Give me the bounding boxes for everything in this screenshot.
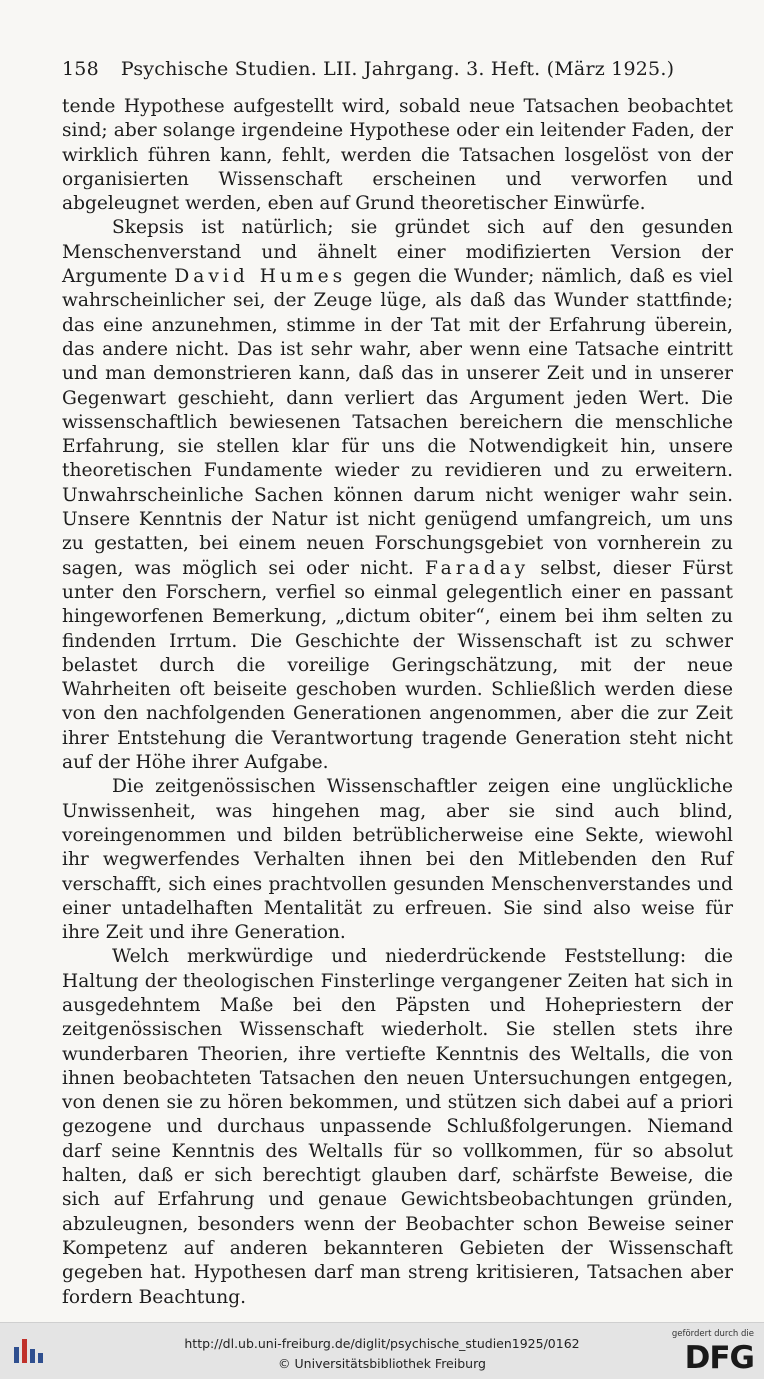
paragraph-4: Welch merkwürdige und niederdrückende Feststellung: die Haltung der theologischen Finsterlinge vergangener Zeiten hat sich in ausgedehntem Maße bei den Päpsten und Hohepriestern der zeitgenössischen Wissenschaft wiederholt. Sie stellen stets ihre wunderbaren Theorien, ihre vertiefte Kenntnis des Weltalls, die von ihnen beobachteten Tatsachen den neuen Untersuchungen entgegen, von denen sie zu hören bekommen, und stützen sich dabei auf a priori gezogene und durchaus unpassende Schlußfolgerungen. Niemand darf seine Kenntnis des Weltalls für so vollkommen, für so absolut halten, daß er sich berechtigt glauben darf, schärfste Beweise, die sich auf Erfahrung und genaue Gewichtsbeobachtungen gründen, abzuleugnen, besonders wenn der Beobachter schon Beweise seiner Kompetenz auf anderen bekannteren Gebieten der Wissenschaft gegeben hat. Hypothesen darf man streng kritisieren, Tatsachen aber fordern Beachtung. (62, 946, 733, 1308)
dfg-logo (672, 1329, 756, 1375)
paragraph-2-part-a: Skepsis ist natürlich; sie gründet sich auf den gesunden Menschenverstand und ähnelt einer modifizierten Version der Argumente (62, 217, 733, 288)
paragraph-1: tende Hypothese aufgestellt wird, sobald neue Tatsachen beobachtet sind; aber solange irgendeine Hypothese oder ein leitender Faden, der wirklich führen kann, fehlt, werden die Tatsachen losgelöst von der organisierten Wissenschaft erscheinen und verworfen und abgeleugnet werden, eben auf Grund theoretischer Einwürfe. (62, 96, 733, 215)
running-header (62, 58, 742, 80)
body-text (62, 95, 733, 1310)
viewer-footer (0, 1322, 764, 1379)
copyright-notice: © Universitätsbibliothek Freiburg (278, 1356, 486, 1371)
dfg-funding-note: gefördert durch die (671, 1329, 754, 1339)
running-title: Psychische Studien. LII. Jahrgang. 3. Heft. (März 1925.) (120, 58, 675, 80)
page-number: 158 (62, 58, 99, 80)
paragraph-3: Die zeitgenössischen Wissenschaftler zeigen eine unglückliche Unwissenheit, was hingehen mag, aber sie sind auch blind, voreingenommen und bilden betrüblicherweise eine Sekte, wiewohl ihr wegwerfendes Verhalten ihnen bei den Mitlebenden den Ruf verschafft, sich eines prachtvollen gesunden Menschenverstandes und einer untadelhaften Mentalität zu erfreuen. Sie sind also weise für ihre Zeit und ihre Generation. (62, 776, 733, 944)
person-name-faraday: Faraday (424, 557, 530, 579)
paragraph-2 (62, 216, 733, 775)
dfg-logo-text: DFG (684, 1340, 754, 1376)
paragraph-2-part-b: gegen die Wunder; nämlich, daß es viel wahrscheinlicher sei, der Zeuge lüge, als daß das Wunder stattfinde; das eine anzunehmen, stimme in der Tat mit der Erfahrung überein, das andere nicht. Das ist sehr wahr, aber wenn eine Tatsache eintritt und man demonstrieren kann, daß das in unserer Zeit und in unserer Gegenwart geschieht, dann verliert das Argument jeden Wert. Die wissenschaftlich bewiesenen Tatsachen bereichern die menschliche Erfahrung, sie stellen klar für uns die Notwendigkeit hin, unsere theoretischen Fundamente wieder zu revidieren und zu erweitern. Unwahrscheinliche Sachen können darum nicht weniger wahr sein. Unsere Kenntnis der Natur ist nicht genügend umfangreich, um uns zu gestatten, bei einem neuen Forschungsgebiet von vornherein zu sagen, was möglich sei oder nicht. (62, 266, 733, 579)
person-name-hume: David Humes (174, 266, 347, 288)
permalink-url[interactable]: http://dl.ub.uni-freiburg.de/diglit/psychische_studien1925/0162 (184, 1336, 580, 1351)
paragraph-2-part-c: selbst, dieser Fürst unter den Forschern, verfiel so einmal gelegentlich einer en passant hingeworfenen Bemerkung, „dictum obiter“, einem bei ihm selten zu findenden Irrtum. Die Geschichte der Wissenschaft ist zu schwer belastet durch die voreilige Geringschätzung, mit der neue Wahrheiten oft beiseite geschoben wurden. Schließlich werden diese von den nachfolgenden Generationen angenommen, aber die zur Zeit ihrer Entstehung die Verantwortung tragende Generation steht nicht auf der Höhe ihrer Aufgabe. (62, 557, 733, 774)
